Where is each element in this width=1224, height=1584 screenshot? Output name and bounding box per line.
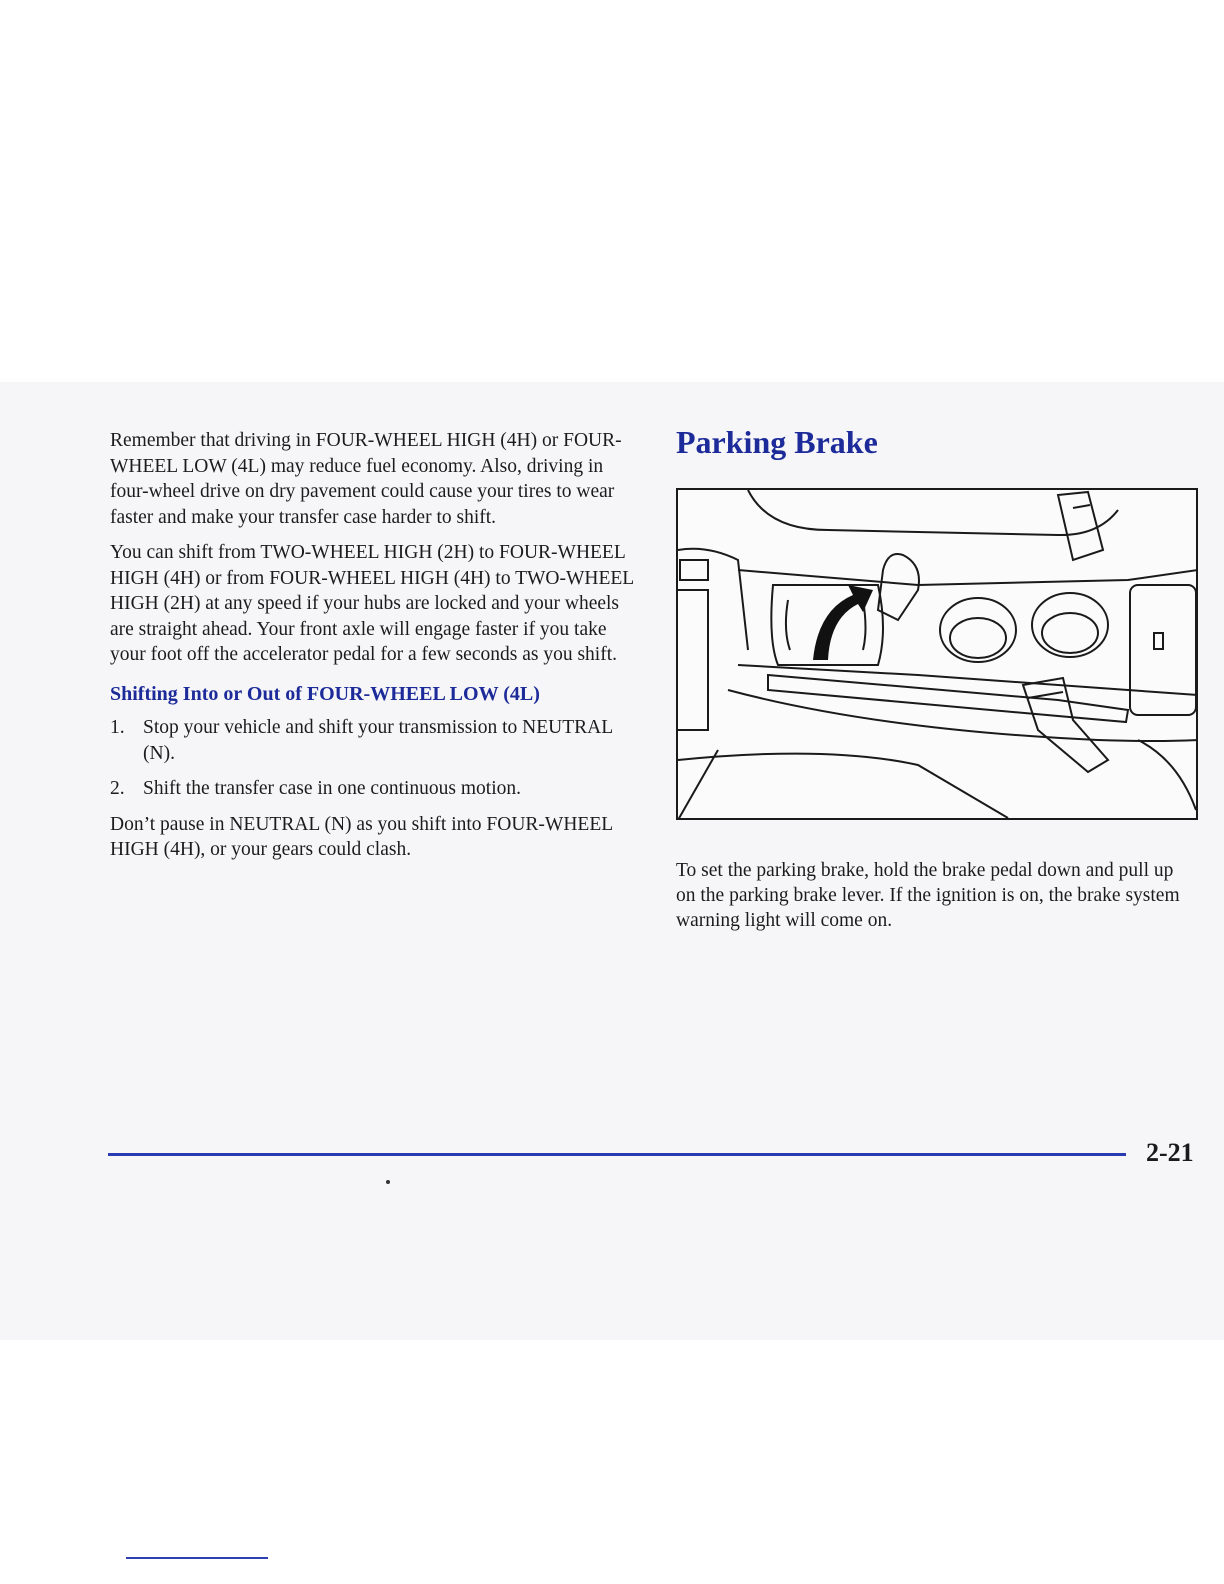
parking-brake-illustration xyxy=(676,488,1198,820)
step-number: 1. xyxy=(110,717,125,738)
step-item xyxy=(110,776,640,802)
footer-rule xyxy=(108,1153,1126,1156)
paragraph-shift-2h-4h: You can shift from TWO-WHEEL HIGH (2H) to FOUR-WHEEL HIGH (4H) or from FOUR-WHEEL HIGH (4H) to TWO-WHEEL HIGH (2H) at any speed if your hubs are locked and your wheels are straight ahead. Your front axle will engage faster if you take your foot off the accelerator pedal for a few seconds as you shift. xyxy=(110,542,634,665)
paragraph-neutral-warning: Don’t pause in NEUTRAL (N) as you shift into FOUR-WHEEL HIGH (4H), or your gears could clash. xyxy=(110,813,613,860)
paragraph-fuel-economy: Remember that driving in FOUR-WHEEL HIGH (4H) or FOUR-WHEEL LOW (4L) may reduce fuel economy. Also, driving in four-wheel drive on dry pavement could cause your tires to wear faster and make your transfer case harder to shift. xyxy=(110,430,622,528)
step-item xyxy=(110,715,640,766)
section-title-parking-brake: Parking Brake xyxy=(676,424,878,460)
step-number: 2. xyxy=(110,778,125,799)
step-text: Shift the transfer case in one continuous motion. xyxy=(143,778,522,799)
subheading-four-wheel-low: Shifting Into or Out of FOUR-WHEEL LOW (4L) xyxy=(110,682,540,705)
step-text: Stop your vehicle and shift your transmission to NEUTRAL (N). xyxy=(143,717,613,764)
scan-speck xyxy=(386,1180,390,1184)
left-column xyxy=(110,428,640,873)
caption-parking-brake: To set the parking brake, hold the brake pedal down and pull up on the parking brake lever. If the ignition is on, the brake system warning light will come on. xyxy=(676,860,1180,931)
bottom-divider xyxy=(126,1557,268,1559)
parking-brake-lever-icon xyxy=(678,490,1196,818)
page-number: 2-21 xyxy=(1146,1138,1194,1167)
